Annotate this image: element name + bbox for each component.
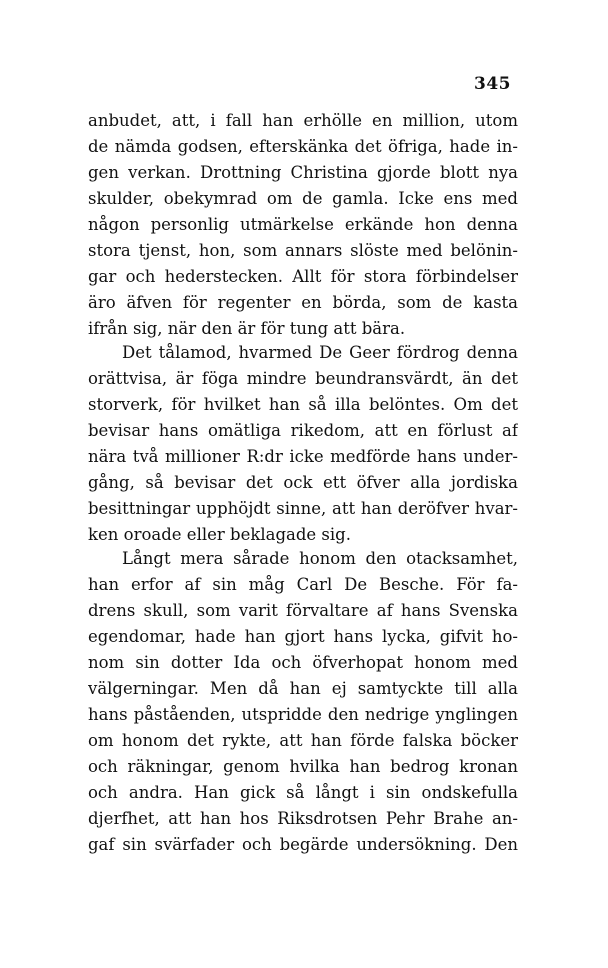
- text-line: ifrån sig, när den är för tung att bära.: [88, 319, 406, 338]
- text-line: besittningar upphöjdt sinne, att han deröfver hvar-: [88, 499, 518, 518]
- text-line: och räkningar, genom hvilka han bedrog kronan: [88, 757, 518, 776]
- paragraph-2: [88, 340, 518, 548]
- text-line: Det tålamod, hvarmed De Geer fördrog denna: [122, 343, 518, 362]
- text-line: någon personlig utmärkelse erkände hon denna: [88, 215, 518, 234]
- text-line: djerfhet, att han hos Riksdrotsen Pehr Brahe an-: [88, 809, 518, 828]
- page-number: 345: [474, 74, 511, 94]
- text-line: och andra. Han gick så långt i sin ondskefulla: [88, 783, 518, 802]
- paragraph-1: [88, 108, 518, 342]
- text-line: gar och hederstecken. Allt för stora förbindelser: [88, 267, 518, 286]
- text-line: stora tjenst, hon, som annars slöste med belönin-: [88, 241, 518, 260]
- text-line: gång, så bevisar det ock ett öfver alla jordiska: [88, 473, 518, 492]
- text-line: storverk, för hvilket han så illa belöntes. Om det: [88, 395, 518, 414]
- text-line: välgerningar. Men då han ej samtyckte till alla: [88, 679, 518, 698]
- text-line: gaf sin svärfader och begärde undersökning. Den: [88, 835, 518, 854]
- text-line: Långt mera sårade honom den otacksamhet,: [122, 549, 518, 568]
- text-line: drens skull, som varit förvaltare af hans Svenska: [88, 601, 518, 620]
- text-line: gen verkan. Drottning Christina gjorde blott nya: [88, 163, 518, 182]
- text-line: anbudet, att, i fall han erhölle en million, utom: [88, 111, 518, 130]
- text-line: han erfor af sin måg Carl De Besche. För fa-: [88, 575, 518, 594]
- text-line: bevisar hans omätliga rikedom, att en förlust af: [88, 421, 518, 440]
- text-line: orättvisa, är föga mindre beundransvärdt, än det: [88, 369, 518, 388]
- text-line: om honom det rykte, att han förde falska böcker: [88, 731, 518, 750]
- text-line: äro äfven för regenter en börda, som de kasta: [88, 293, 518, 312]
- text-line: hans påståenden, utspridde den nedrige ynglingen: [88, 705, 518, 724]
- text-line: nära två millioner R:dr icke medförde hans under-: [88, 447, 518, 466]
- text-line: egendomar, hade han gjort hans lycka, gifvit ho-: [88, 627, 518, 646]
- text-line: nom sin dotter Ida och öfverhopat honom med: [88, 653, 518, 672]
- paragraph-3: [88, 546, 518, 858]
- text-line: skulder, obekymrad om de gamla. Icke ens med: [88, 189, 518, 208]
- text-line: ken oroade eller beklagade sig.: [88, 525, 351, 544]
- text-line: de nämda godsen, efterskänka det öfriga, hade in-: [88, 137, 518, 156]
